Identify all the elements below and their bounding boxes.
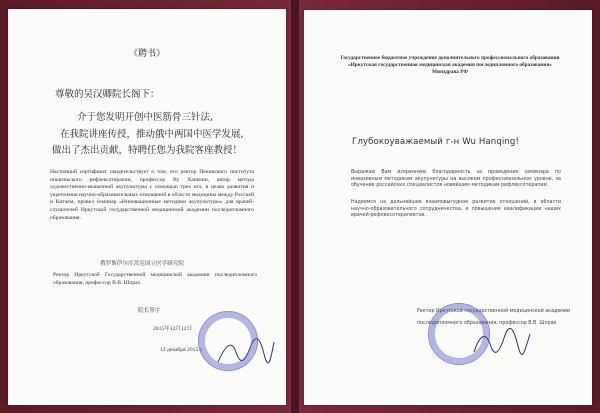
rector-text: Ректор Иркутской Государственной медицинской академии последипломного образования, профессор В.В. Шпрах: [53, 272, 257, 286]
right-stamp-icon: [428, 303, 490, 365]
letter-paragraph-1: Выражаю Вам искреннюю благодарность за проведение семинара по инвазивным методикам акупунктуры на высоком профессиональном уровне, за обучение российских специалистов новейшим методикам рефлексотерапии.: [351, 170, 561, 189]
binding-spine: [291, 0, 299, 413]
chinese-institute-name: 俄罗斯伊尔库茨克国立医学研究院: [100, 261, 184, 267]
chinese-line-2: 在我院讲座传授，推动俄中两国中医学发展,: [60, 129, 244, 140]
chinese-line-1: 介于您发明开创中医筋骨三针法,: [77, 112, 214, 123]
academy-header: Государственное бюджетное учреждение дополнительного профессионального образования «Иркутская государственная медицинская академия последипломного образования» Минздрава РФ: [340, 55, 560, 75]
date-chinese: 2015年12月12日: [153, 326, 193, 332]
signature-label: 院长签字: [138, 308, 161, 314]
left-stamp-icon: [198, 311, 258, 371]
date-russian: 12 декабря 2015 г.: [160, 347, 203, 353]
rector-line-1: Ректор Иркутской государственной медицинской академии: [417, 309, 571, 314]
chinese-line-3: 做出了杰出贡献，特聘任您为我院客座教授！: [52, 145, 243, 156]
russian-certificate-text: Настоящий сертификат свидетельствует о том, что ректор Пекинского института иньвэньского рефлексотерапии, профессор Ву Ханьчин, автор метода художественно-мышечной акупунктуры с помощью трех игл, в целях развития и укрепления научно-образовательных отношений в области медицины между Россией и Китаем, провел семинар «Инновационные методики акупунктуры» для врачей-слушателей Иркутской государственной медицинской академии последипломного образования.: [50, 169, 254, 221]
letter-salutation: Глубокоуважаемый г-н Wu Hanqing!: [352, 137, 520, 147]
certificate-title: 《聘书》: [128, 49, 165, 59]
chinese-salutation: 尊敬的吴汉卿院长阁下：: [55, 89, 160, 100]
rector-line-2: последипломного образования, профессор В.В. Шпрах: [417, 321, 557, 326]
letter-paragraph-2: Надеемся на дальнейшее взаимовыгодное развитие отношений, в области научно-образовательного сотрудничества, и повышение квалификации наших врачей-рефлексотерапевтов.: [351, 200, 561, 219]
